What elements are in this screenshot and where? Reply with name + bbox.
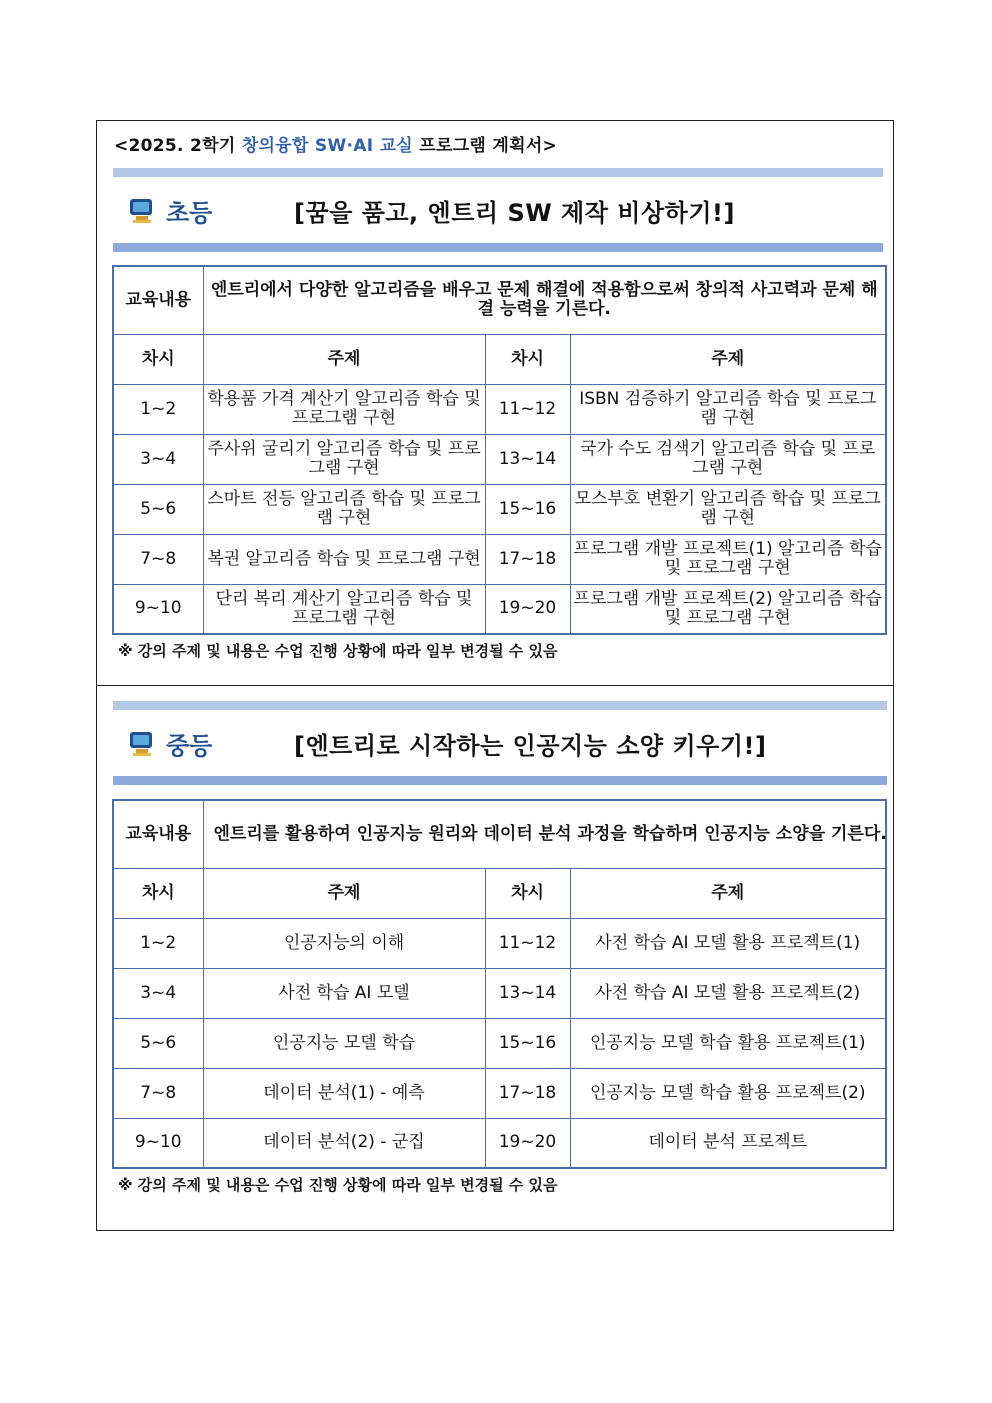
session-number: 15~16 <box>485 484 570 534</box>
session-number: 7~8 <box>113 1068 203 1118</box>
header-row <box>113 868 886 918</box>
header-row <box>113 334 886 384</box>
level-label: 초등 <box>166 198 213 227</box>
topic-cell: 인공지능의 이해 <box>203 918 485 968</box>
section-divider <box>113 243 883 252</box>
session-number: 19~20 <box>485 584 570 634</box>
session-number: 1~2 <box>113 384 203 434</box>
session-number: 1~2 <box>113 918 203 968</box>
topic-cell: 사전 학습 AI 모델 활용 프로젝트(1) <box>570 918 886 968</box>
topic-cell: 데이터 분석 프로젝트 <box>570 1118 886 1168</box>
content-description: 엔트리를 활용하여 인공지능 원리와 데이터 분석 과정을 학습하며 인공지능 소양을 기른다. <box>203 800 886 868</box>
content-row <box>113 800 886 868</box>
table-row <box>113 1118 886 1168</box>
table-row <box>113 434 886 484</box>
elementary-heading <box>130 190 735 230</box>
table-row <box>113 1018 886 1068</box>
table-row <box>113 534 886 584</box>
session-number: 17~18 <box>485 534 570 584</box>
topic-cell: 복권 알고리즘 학습 및 프로그램 구현 <box>203 534 485 584</box>
title-suffix: 프로그램 계획서> <box>413 136 558 156</box>
content-label: 교육내용 <box>113 266 203 334</box>
monitor-icon <box>130 730 154 756</box>
section-subtitle: [엔트리로 시작하는 인공지능 소양 키우기!] <box>294 731 767 760</box>
topic-cell: 단리 복리 계산기 알고리즘 학습 및 프로그램 구현 <box>203 584 485 634</box>
table-row <box>113 1068 886 1118</box>
session-number: 7~8 <box>113 534 203 584</box>
session-number: 3~4 <box>113 968 203 1018</box>
topic-cell: 데이터 분석(2) - 군집 <box>203 1118 485 1168</box>
topic-cell: 인공지능 모델 학습 활용 프로젝트(2) <box>570 1068 886 1118</box>
session-number: 9~10 <box>113 584 203 634</box>
level-label: 중등 <box>166 731 213 760</box>
section-divider <box>113 168 883 177</box>
session-number: 13~14 <box>485 968 570 1018</box>
table-row <box>113 968 886 1018</box>
title-prefix: <2025. 2학기 <box>114 136 242 156</box>
table-row <box>113 918 886 968</box>
middle-plan-table <box>112 799 887 1169</box>
session-number: 11~12 <box>485 384 570 434</box>
col-session-header: 차시 <box>485 334 570 384</box>
topic-cell: 인공지능 모델 학습 활용 프로젝트(1) <box>570 1018 886 1068</box>
col-session-header: 차시 <box>485 868 570 918</box>
topic-cell: 사전 학습 AI 모델 활용 프로젝트(2) <box>570 968 886 1018</box>
topic-cell: 스마트 전등 알고리즘 학습 및 프로그램 구현 <box>203 484 485 534</box>
session-number: 17~18 <box>485 1068 570 1118</box>
content-description: 엔트리에서 다양한 알고리즘을 배우고 문제 해결에 적용함으로써 창의적 사고력과 문제 해결 능력을 기른다. <box>203 266 886 334</box>
topic-cell: 모스부호 변환기 알고리즘 학습 및 프로그램 구현 <box>570 484 886 534</box>
middle-heading <box>130 723 766 763</box>
change-notice: ※ 강의 주제 및 내용은 수업 진행 상황에 따라 일부 변경될 수 있음 <box>118 642 558 660</box>
table-row <box>113 384 886 434</box>
topic-cell: 인공지능 모델 학습 <box>203 1018 485 1068</box>
col-topic-header: 주제 <box>570 334 886 384</box>
change-notice: ※ 강의 주제 및 내용은 수업 진행 상황에 따라 일부 변경될 수 있음 <box>118 1176 558 1194</box>
session-number: 15~16 <box>485 1018 570 1068</box>
session-number: 19~20 <box>485 1118 570 1168</box>
elementary-plan-table <box>112 265 887 635</box>
topic-cell: 데이터 분석(1) - 예측 <box>203 1068 485 1118</box>
content-label: 교육내용 <box>113 800 203 868</box>
section-subtitle: [꿈을 품고, 엔트리 SW 제작 비상하기!] <box>294 198 735 227</box>
topic-cell: 사전 학습 AI 모델 <box>203 968 485 1018</box>
topic-cell: ISBN 검증하기 알고리즘 학습 및 프로그램 구현 <box>570 384 886 434</box>
col-session-header: 차시 <box>113 334 203 384</box>
section-divider <box>113 776 887 785</box>
topic-cell: 프로그램 개발 프로젝트(2) 알고리즘 학습 및 프로그램 구현 <box>570 584 886 634</box>
col-session-header: 차시 <box>113 868 203 918</box>
col-topic-header: 주제 <box>570 868 886 918</box>
session-number: 3~4 <box>113 434 203 484</box>
table-row <box>113 484 886 534</box>
table-row <box>113 584 886 634</box>
session-number: 5~6 <box>113 1018 203 1068</box>
title-program-name: 창의융합 SW·AI 교실 <box>241 136 414 156</box>
section-divider <box>113 701 887 710</box>
col-topic-header: 주제 <box>203 868 485 918</box>
topic-cell: 주사위 굴리기 알고리즘 학습 및 프로그램 구현 <box>203 434 485 484</box>
topic-cell: 국가 수도 검색기 알고리즘 학습 및 프로그램 구현 <box>570 434 886 484</box>
monitor-icon <box>130 197 154 223</box>
col-topic-header: 주제 <box>203 334 485 384</box>
topic-cell: 프로그램 개발 프로젝트(1) 알고리즘 학습 및 프로그램 구현 <box>570 534 886 584</box>
session-number: 5~6 <box>113 484 203 534</box>
session-number: 11~12 <box>485 918 570 968</box>
session-number: 9~10 <box>113 1118 203 1168</box>
content-row <box>113 266 886 334</box>
session-number: 13~14 <box>485 434 570 484</box>
document-title <box>114 131 557 156</box>
topic-cell: 학용품 가격 계산기 알고리즘 학습 및 프로그램 구현 <box>203 384 485 434</box>
